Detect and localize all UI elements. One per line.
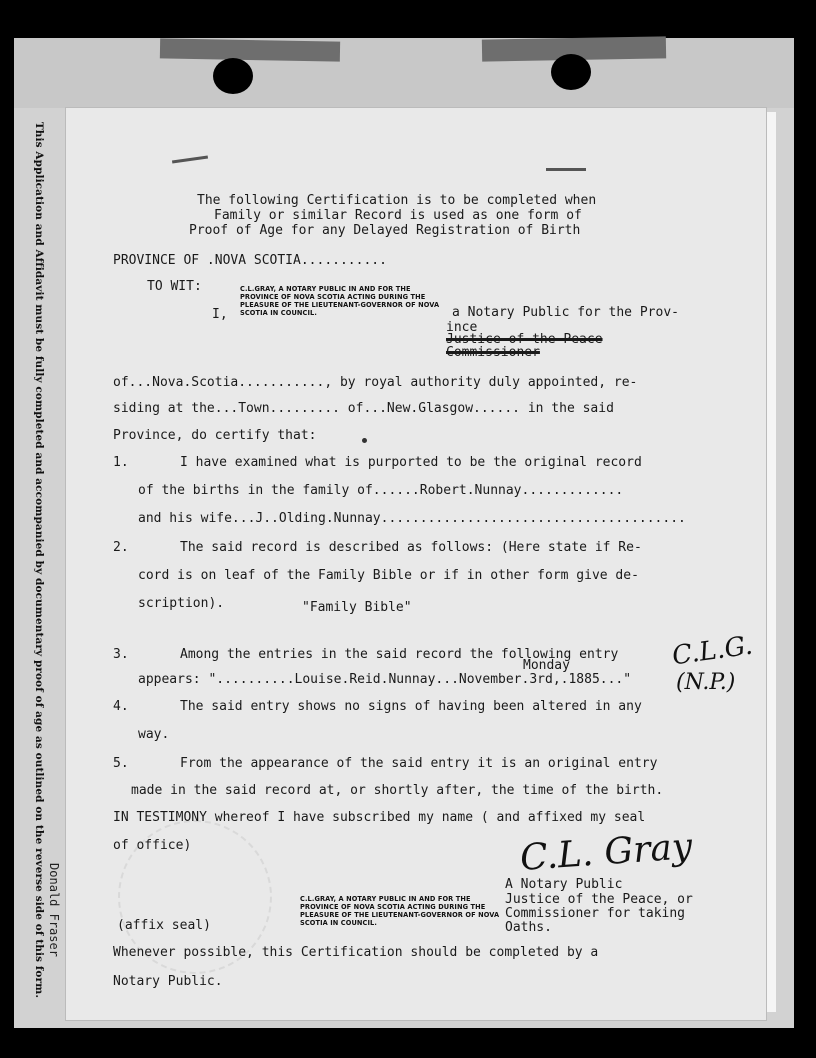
item-line: The said entry shows no signs of having been altered in any xyxy=(180,699,642,714)
notary-line-end: a Notary Public for the Prov- xyxy=(452,305,679,320)
item-number: 3. xyxy=(113,647,129,662)
testimony-line: IN TESTIMONY whereof I have subscribed my name ( and affixed my seal xyxy=(113,810,646,825)
family-bible: "Family Bible" xyxy=(302,600,412,615)
monday: Monday xyxy=(523,658,570,673)
heading-line: Family or similar Record is used as one form of xyxy=(214,208,582,223)
item-line: cord is on leaf of the Family Bible or if in other form give de- xyxy=(138,568,639,583)
backing-board-top xyxy=(14,38,794,108)
item-number: 5. xyxy=(113,756,129,771)
tape-strip-left xyxy=(160,38,340,61)
item-number: 4. xyxy=(113,699,129,714)
province-line: PROVINCE OF .NOVA SCOTIA........... xyxy=(113,253,387,268)
item-line: made in the said record at, or shortly after, the time of the birth. xyxy=(131,783,664,798)
testimony-line: of office) xyxy=(113,838,192,853)
body-line: siding at the...Town......... of...New.Glasgow...... in the said xyxy=(113,401,614,416)
heading-line: The following Certification is to be completed when xyxy=(197,193,597,208)
signatory-line: Oaths. xyxy=(505,920,552,935)
item-line: scription). xyxy=(138,596,225,611)
side-name: Donald Fraser xyxy=(47,863,61,957)
notary-stamp: C.L.GRAY, A NOTARY PUBLIC IN AND FOR THE PROVINCE OF NOVA SCOTIA ACTING DURING THE PLEASURE OF THE LIEUTENANT-GOVERNOR OF NOVA SCOTIA IN COUNCIL. xyxy=(240,285,440,317)
struck-justice-of-peace: Justice of the Peace xyxy=(446,332,603,347)
body-line: Province, do certify that: xyxy=(113,428,317,443)
affix-seal: (affix seal) xyxy=(117,918,211,933)
footer-line: Notary Public. xyxy=(113,974,223,989)
notary-ince: ince xyxy=(446,320,478,335)
item-line: way. xyxy=(138,727,170,742)
item-line: Among the entries in the said record the following entry xyxy=(180,647,619,662)
punch-hole-right xyxy=(551,54,591,90)
item-line: of the births in the family of......Robert.Nunnay............. xyxy=(138,483,624,498)
item-line: and his wife...J..Olding.Nunnay....................................... xyxy=(138,511,686,526)
item-line: appears: "..........Louise.Reid.Nunnay...November.3rd,.1885..." xyxy=(138,672,632,687)
punch-hole-left xyxy=(213,58,253,94)
signature: C.L. Gray xyxy=(518,826,694,879)
struck-commissioner: Commissioner xyxy=(446,345,540,360)
body-line: of...Nova.Scotia..........., by royal authority duly appointed, re- xyxy=(113,375,638,390)
notary-line-start: I, xyxy=(212,307,228,322)
signatory-line: Commissioner for taking xyxy=(505,906,686,921)
item-line: The said record is described as follows: (Here state if Re- xyxy=(180,540,642,555)
footer-line: Whenever possible, this Certification should be completed by a xyxy=(113,945,599,960)
handwritten-np: (N.P.) xyxy=(676,670,736,695)
item-number: 2. xyxy=(113,540,129,555)
to-wit: TO WIT: xyxy=(147,279,202,294)
handwritten-initials: C.L.G. xyxy=(670,630,755,672)
notary-stamp-bottom: C.L.GRAY, A NOTARY PUBLIC IN AND FOR THE PROVINCE OF NOVA SCOTIA ACTING DURING THE PLEASURE OF THE LIEUTENANT-GOVERNOR OF NOVA SCOTIA IN COUNCIL. xyxy=(300,895,500,927)
signatory-line: A Notary Public xyxy=(505,877,623,892)
heading-line: Proof of Age for any Delayed Registration of Birth xyxy=(189,223,581,238)
signatory-line: Justice of the Peace, or xyxy=(505,892,693,907)
side-instruction: This Application and Affidavit must be fully completed and accompanied by documentary proof of age as outlined on the reverse side of this form. xyxy=(33,121,45,999)
item-line: I have examined what is purported to be the original record xyxy=(180,455,642,470)
ink-dot xyxy=(362,438,367,443)
staple-mark xyxy=(546,168,586,171)
item-number: 1. xyxy=(113,455,129,470)
item-line: From the appearance of the said entry it is an original entry xyxy=(180,756,658,771)
